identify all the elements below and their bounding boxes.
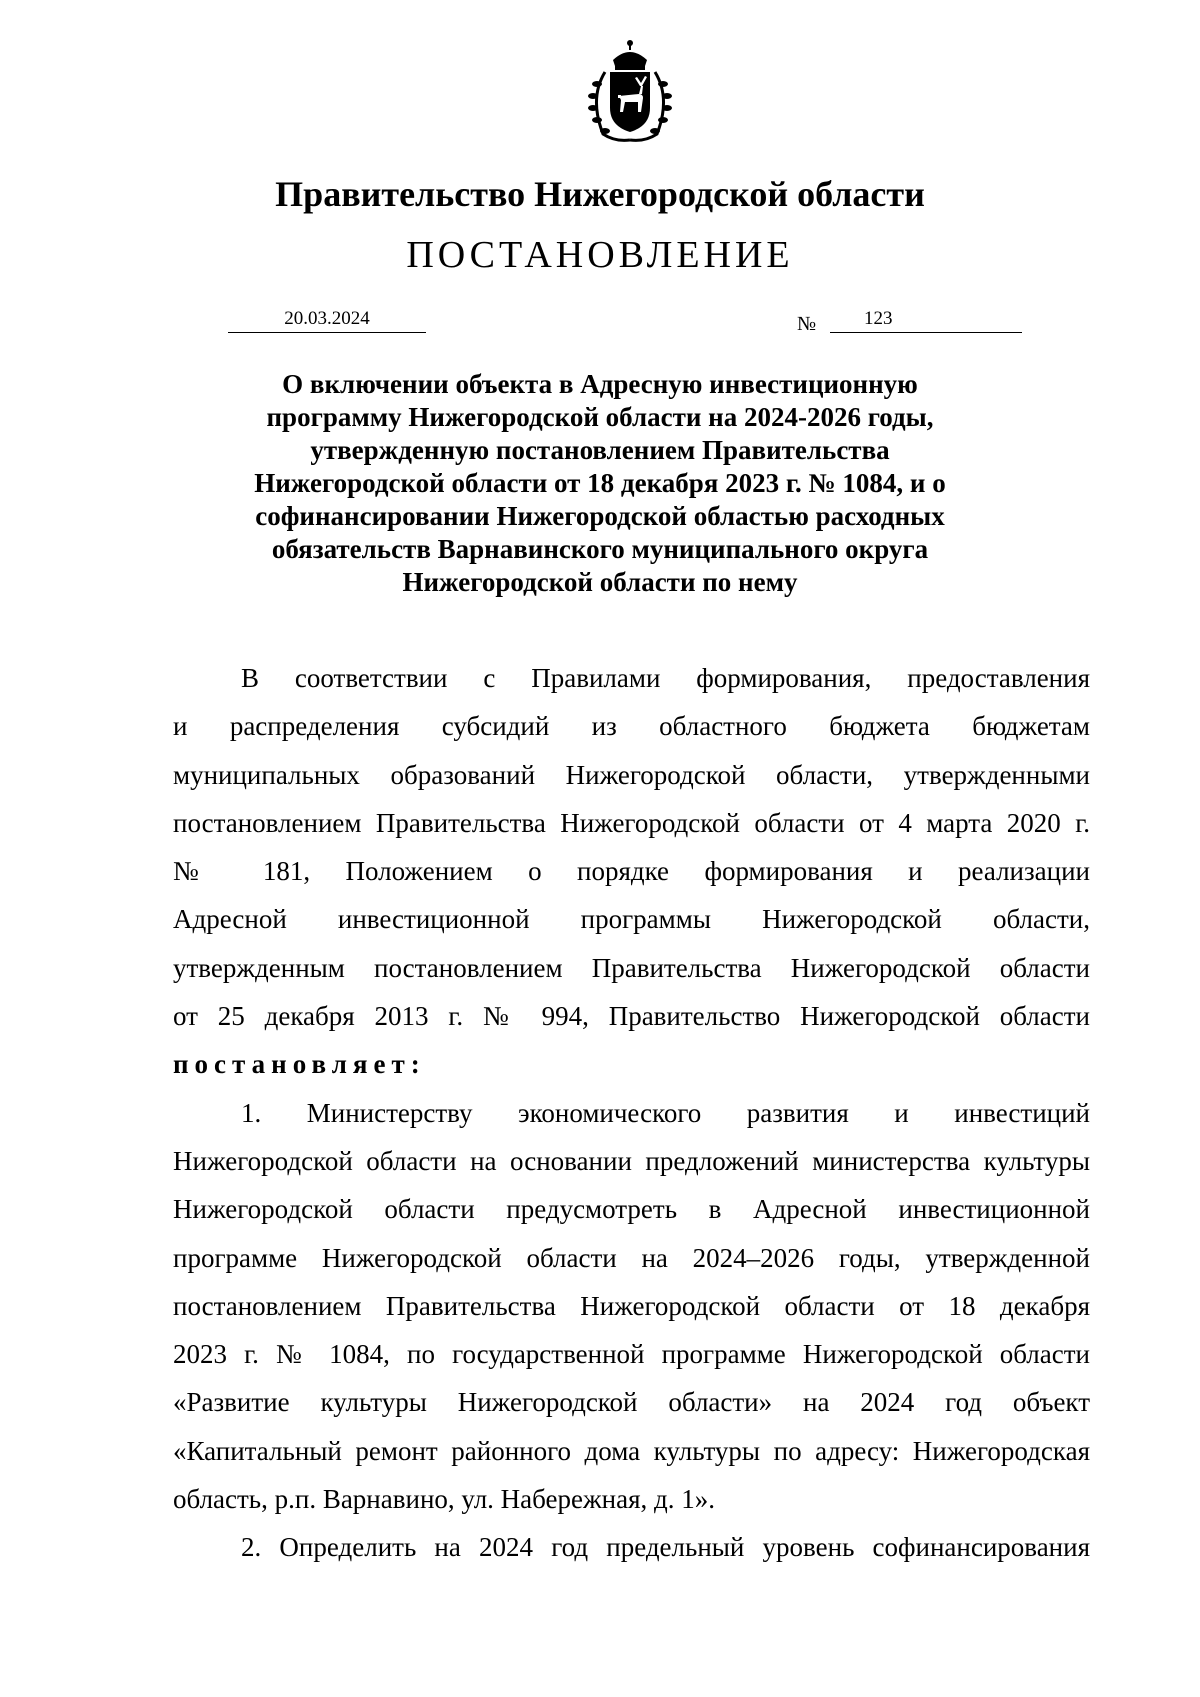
body-line: от 25 декабря 2013 г. № 994, Правительство Нижегородской области [173, 1001, 1090, 1032]
body-line: Адресной инвестиционной программы Нижегородской области, [173, 904, 1090, 935]
body-line: утвержденным постановлением Правительства Нижегородской области [173, 952, 1090, 983]
subject-line: Нижегородской области от 18 декабря 2023 г. № 1084, и о [254, 468, 946, 498]
decree-number-field [830, 306, 1022, 333]
subject-line: Нижегородской области по нему [402, 567, 798, 597]
body-line: муниципальных образований Нижегородской области, утвержденными [173, 759, 1090, 790]
subject-line: обязательств Варнавинского муниципального округа [271, 534, 929, 564]
body-line: «Капитальный ремонт районного дома культуры по адресу: Нижегородская [173, 1435, 1090, 1466]
body-line: 2. Определить на 2024 год предельный уровень софинансирования [241, 1532, 1090, 1563]
government-title: Правительство Нижегородской области [275, 174, 925, 214]
body-line: В соответствии с Правилами формирования, предоставления [241, 663, 1090, 693]
subject-line: утвержденную постановлением Правительства [310, 435, 890, 465]
coat-of-arms-emblem [575, 38, 685, 148]
body-line: программе Нижегородской области на 2024–2026 годы, утвержденной [173, 1242, 1090, 1273]
decree-number: 123 [864, 308, 893, 329]
resolves-keyword: постановляет: [173, 1049, 426, 1080]
body-line: и распределения субсидий из областного бюджета бюджетам [173, 711, 1090, 742]
body-line: Нижегородской области предусмотреть в Адресной инвестиционной [173, 1194, 1090, 1225]
body-line: постановлением Правительства Нижегородской области от 18 декабря [173, 1290, 1090, 1321]
decree-body [173, 654, 1090, 1572]
subject-line: софинансировании Нижегородской областью расходных [255, 501, 945, 531]
body-line: Нижегородской области на основании предложений министерства культуры [173, 1145, 1090, 1176]
decree-subject [240, 368, 960, 599]
decree-date: 20.03.2024 [228, 306, 426, 333]
body-line: 1. Министерству экономического развития и инвестиций [241, 1097, 1090, 1128]
subject-line: О включении объекта в Адресную инвестиционную [282, 369, 918, 399]
decree-number-label: № [797, 313, 817, 335]
body-line: «Развитие культуры Нижегородской области» на 2024 год объект [173, 1387, 1090, 1418]
body-line: область, р.п. Варнавино, ул. Набережная, д. 1». [173, 1484, 716, 1515]
body-line: № 181, Положением о порядке формирования и реализации [173, 856, 1090, 887]
body-line: постановлением Правительства Нижегородской области от 4 марта 2020 г. [173, 807, 1090, 838]
subject-line: программу Нижегородской области на 2024-2026 годы, [266, 402, 934, 432]
body-line: 2023 г. № 1084, по государственной программе Нижегородской области [173, 1339, 1090, 1370]
document-type-title: ПОСТАНОВЛЕНИЕ [406, 234, 794, 276]
